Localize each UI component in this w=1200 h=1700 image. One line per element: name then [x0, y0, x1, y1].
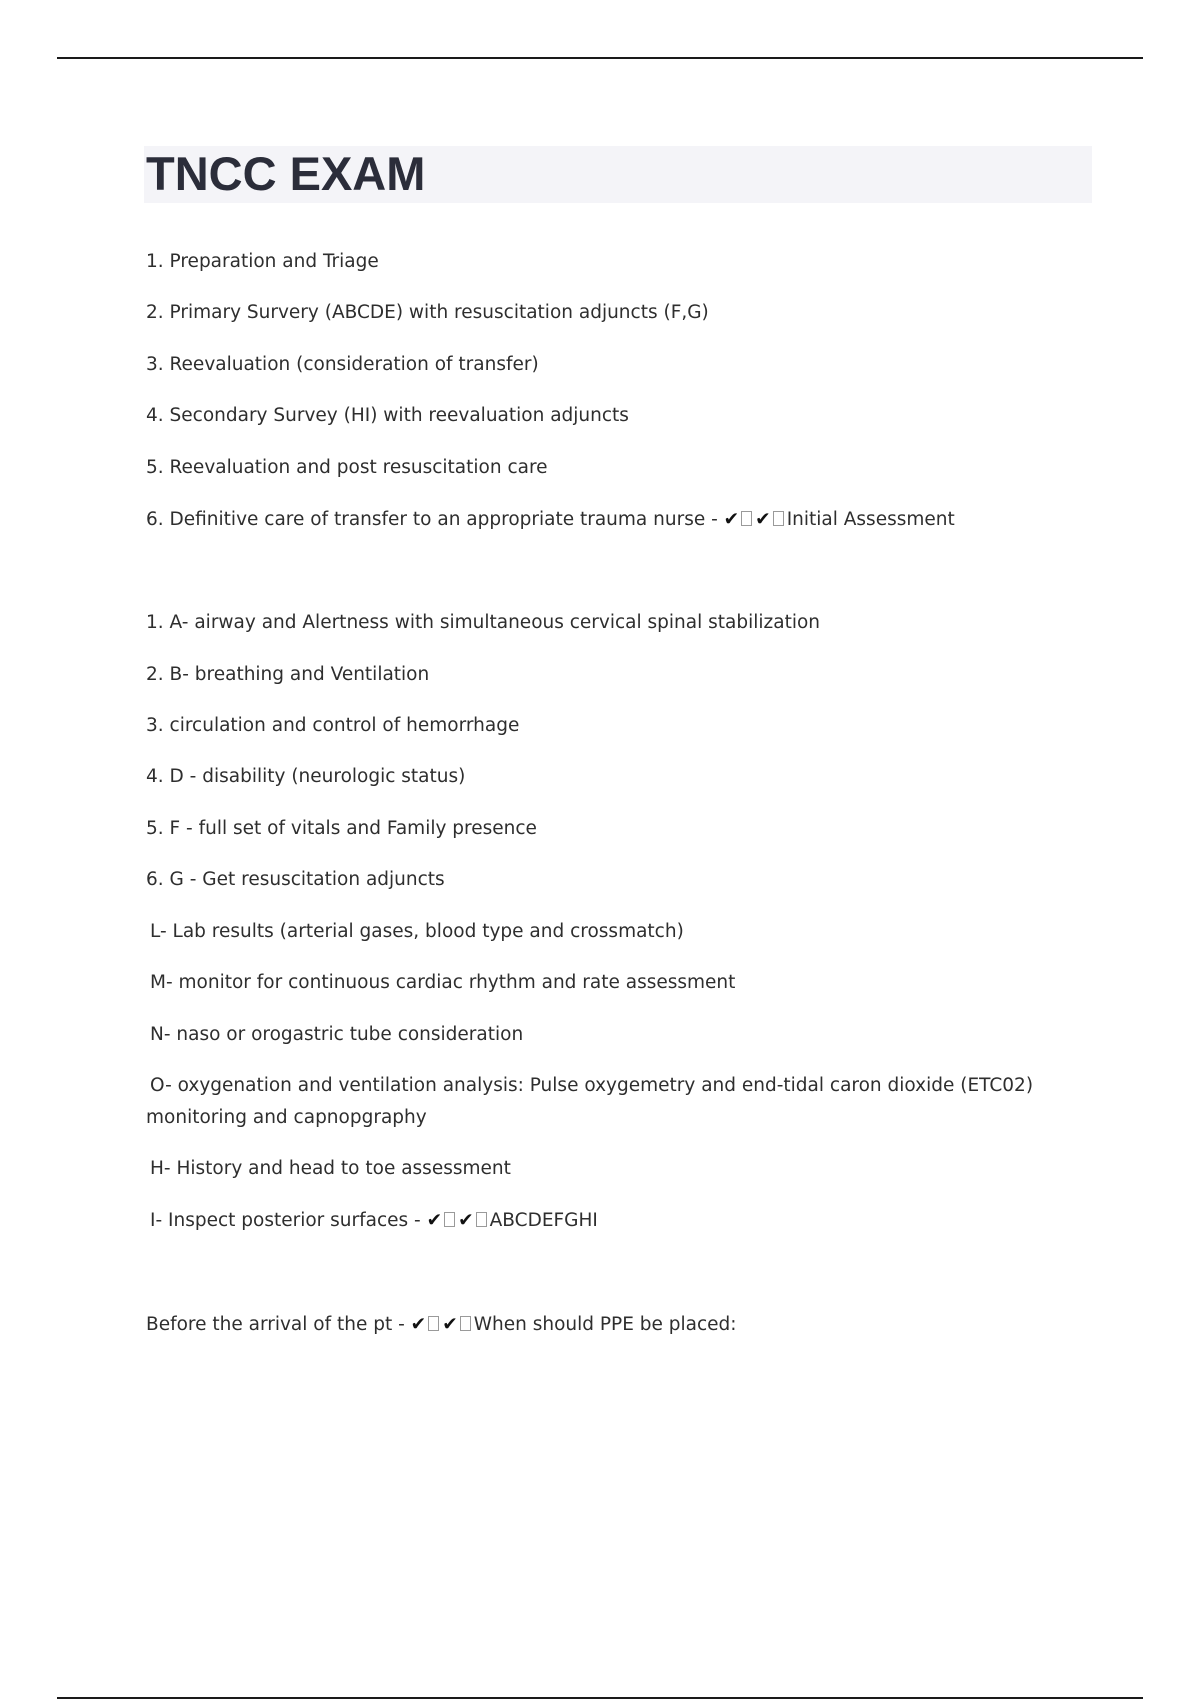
box-icon: [460, 1316, 471, 1331]
list-item: 1. A- airway and Alertness with simultaneous cervical spinal stabilization: [146, 612, 821, 633]
list-item: 3. circulation and control of hemorrhage: [146, 715, 520, 736]
list-item: 6. G - Get resuscitation adjuncts: [146, 869, 445, 890]
list-item: 4. D - disability (neurologic status): [146, 766, 466, 787]
list-item: 5. F - full set of vitals and Family presence: [146, 818, 537, 839]
sub-item: N- naso or orogastric tube consideration: [150, 1024, 524, 1045]
box-icon: [741, 511, 752, 526]
box-icon: [476, 1212, 487, 1227]
answer-text: Initial Assessment: [786, 509, 955, 530]
answer-text: ABCDEFGHI: [489, 1210, 598, 1231]
list-item: 1. Preparation and Triage: [146, 251, 379, 272]
answer-text: When should PPE be placed:: [473, 1314, 737, 1335]
item-text: Before the arrival of the pt -: [146, 1314, 411, 1335]
item-text: 6. Definitive care of transfer to an appropriate trauma nurse -: [146, 509, 724, 530]
sub-item: M- monitor for continuous cardiac rhythm and rate assessment: [150, 972, 736, 993]
document-title: TNCC EXAM: [146, 147, 426, 200]
question-line: [146, 1313, 1046, 1337]
check-icon: ✔: [410, 1314, 427, 1335]
box-icon: [773, 511, 784, 526]
bottom-rule: [57, 1697, 1143, 1699]
sub-item: L- Lab results (arterial gases, blood type and crossmatch): [150, 921, 684, 942]
list-item: 3. Reevaluation (consideration of transfer): [146, 354, 539, 375]
sub-item-o-line1: O- oxygenation and ventilation analysis: Pulse oxygemetry and end-tidal caron dioxide (ETC02): [150, 1075, 1034, 1096]
list-item-with-answer: [146, 508, 1046, 532]
list-item: 2. B- breathing and Ventilation: [146, 664, 430, 685]
document-body: [146, 250, 1046, 1337]
check-icon: ✔: [442, 1314, 458, 1335]
top-rule: [57, 57, 1143, 59]
list-item: 5. Reevaluation and post resuscitation care: [146, 457, 548, 478]
sub-item-o-line2: monitoring and capnopgraphy: [146, 1107, 427, 1128]
sub-item-with-answer: [146, 1209, 1046, 1233]
box-icon: [428, 1316, 439, 1331]
sub-item: H- History and head to toe assessment: [150, 1158, 511, 1179]
check-icon: ✔: [458, 1210, 474, 1231]
check-icon: ✔: [755, 509, 771, 530]
item-text: I- Inspect posterior surfaces -: [150, 1210, 427, 1231]
list-item: 2. Primary Survery (ABCDE) with resuscitation adjuncts (F,G): [146, 302, 709, 323]
list-item: 4. Secondary Survey (HI) with reevaluation adjuncts: [146, 405, 629, 426]
check-icon: ✔: [723, 509, 740, 530]
check-icon: ✔: [426, 1210, 443, 1231]
box-icon: [444, 1212, 455, 1227]
